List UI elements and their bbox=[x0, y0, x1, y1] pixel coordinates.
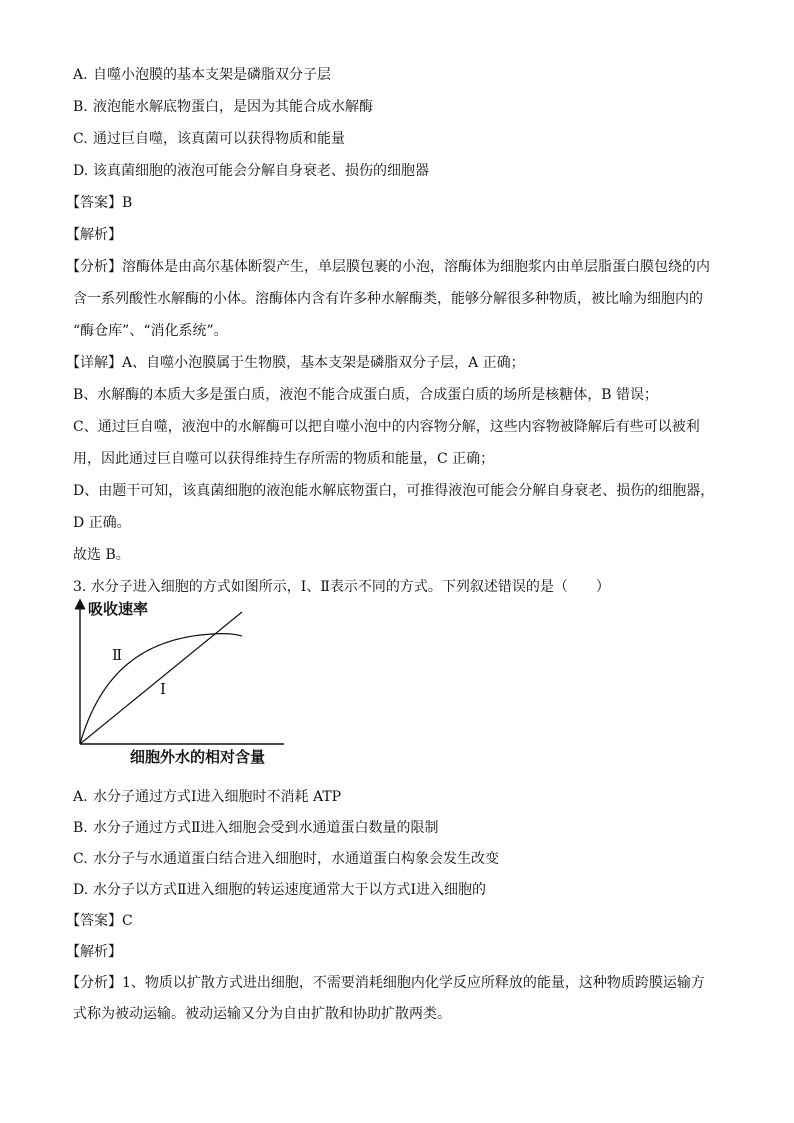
q2-option-c: C. 通过巨自噬，该真菌可以获得物质和能量 bbox=[73, 131, 345, 147]
q3-analysis-title: 【解析】 bbox=[66, 944, 122, 960]
q3-option-c: C. 水分子与水通道蛋白结合进入细胞时，水通道蛋白构象会发生改变 bbox=[73, 851, 499, 867]
q2-analysis-line: 含一系列酸性水解酶的小体。溶酶体内含有许多种水解酶类，能够分解很多种物质，被比喻为细胞内的 bbox=[73, 291, 703, 307]
q2-analysis-line: 【详解】A、自噬小泡膜属于生物膜，基本支架是磷脂双分子层，A 正确； bbox=[66, 355, 525, 371]
q2-analysis-line: D、由题干可知，该真菌细胞的液泡能水解底物蛋白，可推得液泡可能会分解自身衰老、损伤的细胞器， bbox=[73, 483, 715, 499]
method-i-line bbox=[80, 612, 242, 744]
q2-analysis-line: B、水解酶的本质大多是蛋白质，液泡不能合成蛋白质，合成蛋白质的场所是核糖体，B 错误； bbox=[73, 387, 659, 403]
q3-option-a: A. 水分子通过方式Ⅰ进入细胞时不消耗 ATP bbox=[73, 789, 342, 805]
curve-label-ii: Ⅱ bbox=[112, 646, 123, 664]
y-axis-label: 吸收速率 bbox=[88, 600, 149, 618]
q3-analysis-line: 【分析】1、物质以扩散方式进出细胞，不需要消耗细胞内化学反应所释放的能量，这种物质跨膜运输方 bbox=[66, 975, 705, 991]
x-axis-label: 细胞外水的相对含量 bbox=[130, 748, 266, 766]
q2-option-d: D. 该真菌细胞的液泡可能会分解自身衰老、损伤的细胞器 bbox=[73, 163, 429, 179]
q2-analysis-line: “酶仓库”、“消化系统”。 bbox=[73, 323, 228, 339]
q2-analysis-title: 【解析】 bbox=[66, 227, 122, 243]
line-label-i: Ⅰ bbox=[160, 680, 166, 698]
q2-analysis-line: C、通过巨自噬，液泡中的水解酶可以把自噬小泡中的内容物分解，这些内容物被降解后有些可以被利 bbox=[73, 419, 700, 435]
q3-figure bbox=[72, 596, 292, 768]
q3-stem: 3. 水分子进入细胞的方式如图所示，Ⅰ、Ⅱ表示不同的方式。下列叙述错误的是（ ） bbox=[73, 579, 610, 595]
q2-analysis-line: 用，因此通过巨自噬可以获得维持生存所需的物质和能量，C 正确； bbox=[73, 451, 495, 467]
q3-option-b: B. 水分子通过方式Ⅱ进入细胞会受到水通道蛋白数量的限制 bbox=[73, 820, 439, 836]
q2-analysis-line: 故选 B。 bbox=[73, 547, 130, 563]
q2-analysis-line: 【分析】溶酶体是由高尔基体断裂产生，单层膜包裹的小泡，溶酶体为细胞浆内由单层脂蛋白膜包绕的内 bbox=[66, 259, 710, 275]
q3-figure-svg bbox=[72, 596, 292, 768]
q3-answer: 【答案】C bbox=[66, 913, 133, 929]
q2-answer: 【答案】B bbox=[66, 195, 133, 211]
q2-option-a: A. 自噬小泡膜的基本支架是磷脂双分子层 bbox=[73, 67, 331, 83]
q2-option-b: B. 液泡能水解底物蛋白，是因为其能合成水解酶 bbox=[73, 99, 373, 115]
q2-analysis-line: D 正确。 bbox=[73, 515, 131, 531]
q3-analysis-line: 式称为被动运输。被动运输又分为自由扩散和协助扩散两类。 bbox=[73, 1006, 451, 1022]
q3-option-d: D. 水分子以方式Ⅱ进入细胞的转运速度通常大于以方式Ⅰ进入细胞的 bbox=[73, 882, 487, 898]
